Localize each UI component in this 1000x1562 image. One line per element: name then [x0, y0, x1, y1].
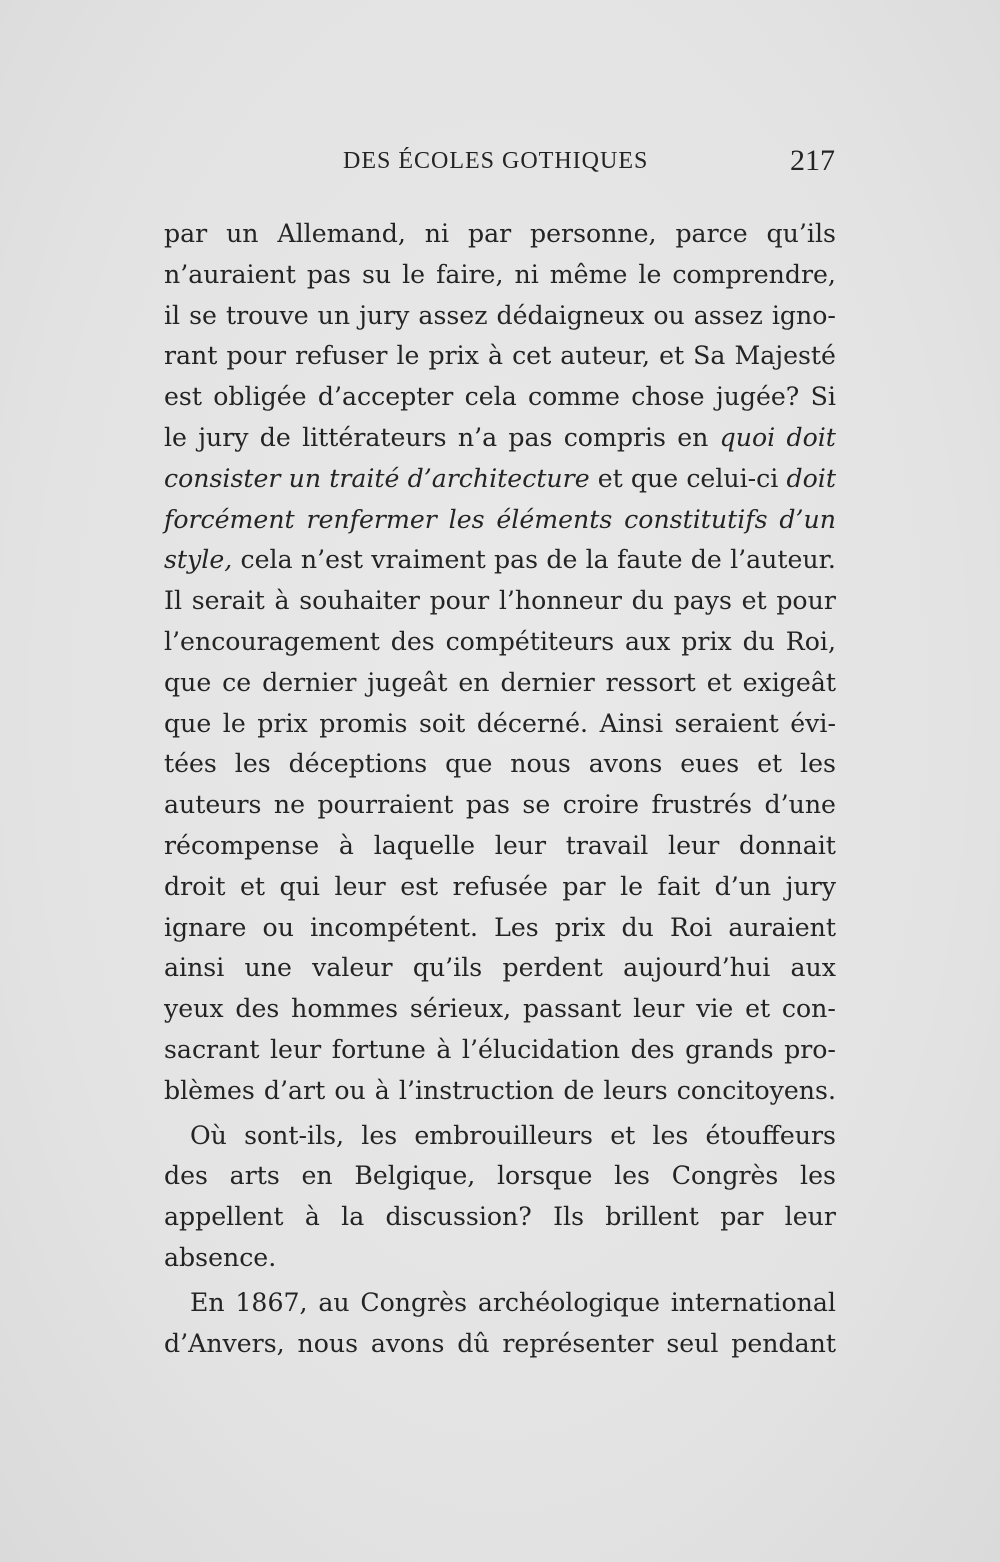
word: les	[800, 1161, 836, 1191]
text-line	[164, 500, 836, 541]
word: Congrès	[671, 1161, 779, 1191]
word: renfermer	[306, 504, 437, 534]
word: l’élucidation	[461, 1034, 621, 1064]
word: droit	[164, 871, 226, 901]
word: ni	[424, 219, 450, 248]
word: à	[304, 1202, 320, 1232]
word: même	[549, 259, 628, 289]
text-line	[164, 785, 836, 826]
word: parce	[675, 219, 748, 248]
word: vraiment	[371, 545, 486, 575]
word: est	[400, 871, 439, 901]
word: d’art	[263, 1075, 326, 1105]
word: forcément	[164, 504, 295, 534]
word: consister	[164, 463, 281, 493]
word: yeux	[164, 994, 224, 1024]
word: vie	[696, 994, 734, 1024]
word: jury	[785, 871, 836, 901]
word: discussion?	[385, 1202, 532, 1232]
word: le	[402, 259, 426, 289]
word: laquelle	[373, 830, 476, 860]
word: leur	[334, 871, 386, 901]
word: jugée?	[715, 382, 800, 412]
text-line	[164, 1156, 836, 1197]
word: nous	[510, 749, 571, 779]
word: tées	[164, 749, 217, 779]
word: n’a	[457, 422, 498, 452]
word: de	[690, 545, 722, 575]
text-line	[164, 704, 836, 745]
word: le	[620, 871, 644, 901]
word: comme	[528, 382, 620, 412]
word: avons	[588, 749, 663, 779]
word: et	[240, 871, 266, 901]
word: pas	[465, 790, 510, 820]
word: prix	[554, 912, 606, 942]
text-line	[164, 622, 836, 663]
word: soit	[419, 708, 466, 738]
word: seul	[666, 1328, 719, 1358]
word: Ils	[553, 1202, 584, 1232]
text-line	[164, 1116, 836, 1157]
word: dernier	[262, 667, 357, 697]
word: assez	[693, 300, 763, 330]
text-line	[164, 744, 836, 785]
word: des	[630, 1034, 675, 1064]
text-line	[164, 908, 836, 949]
text-line	[164, 214, 836, 255]
word: style,	[164, 545, 233, 575]
text-line	[164, 867, 836, 908]
word: dernier	[500, 667, 595, 697]
text-line	[164, 1030, 836, 1071]
word: jury	[359, 300, 410, 330]
text-line	[164, 826, 836, 867]
word: serait	[191, 586, 265, 616]
word: récompense	[164, 830, 320, 860]
word: fortune	[331, 1034, 426, 1064]
word: une	[244, 953, 292, 983]
paragraph	[164, 1283, 836, 1365]
word: refusée	[452, 871, 548, 901]
word: et	[597, 463, 623, 493]
word: le	[396, 341, 420, 371]
word: Congrès	[360, 1287, 468, 1317]
word: sacrant	[164, 1034, 260, 1064]
word: il	[164, 300, 181, 330]
word: su	[361, 259, 392, 289]
word: les	[652, 1120, 689, 1150]
word: passant	[522, 994, 622, 1024]
word: compris	[563, 422, 666, 452]
word: par	[467, 219, 512, 248]
word: auteurs	[164, 790, 262, 820]
word: à	[436, 1034, 452, 1064]
word: les	[361, 1120, 398, 1150]
word: de	[546, 545, 578, 575]
word: leurs	[603, 1075, 668, 1105]
word: cet	[512, 341, 552, 371]
word: la	[585, 545, 609, 575]
word: cela	[464, 382, 517, 412]
word: pas	[508, 422, 553, 452]
word: Roi,	[785, 626, 836, 656]
word: Où	[190, 1120, 227, 1150]
word: ainsi	[164, 953, 225, 983]
word: des	[164, 1161, 208, 1191]
word: des	[390, 626, 435, 656]
text-line	[164, 948, 836, 989]
word: et	[745, 994, 771, 1024]
word: Ainsi	[599, 708, 664, 738]
word: compétiteurs	[445, 626, 615, 656]
word: prix	[257, 708, 308, 738]
word: sont-ils,	[244, 1120, 345, 1150]
word: l’encouragement	[164, 626, 380, 656]
paragraph	[164, 214, 836, 1112]
word: avons	[370, 1328, 445, 1358]
word: faire,	[436, 259, 504, 289]
word: celui-ci	[686, 463, 779, 493]
word: que	[164, 708, 212, 738]
word: aux	[790, 953, 836, 983]
word: exigeât	[742, 667, 836, 697]
word: absence.	[164, 1242, 277, 1272]
word: est	[164, 382, 202, 412]
word: donnait	[738, 830, 836, 860]
word: doit	[786, 422, 836, 452]
word: étouffeurs	[705, 1120, 836, 1150]
word: ce	[222, 667, 252, 697]
word: les	[614, 1161, 650, 1191]
word: croire	[562, 790, 640, 820]
word: seraient	[674, 708, 779, 738]
word: embrouilleurs	[414, 1120, 593, 1150]
word: un	[226, 219, 259, 248]
word: du	[631, 586, 664, 616]
word: se	[522, 790, 551, 820]
word: le	[638, 259, 662, 289]
word: Roi	[670, 912, 713, 942]
word: ne	[273, 790, 306, 820]
page-header	[0, 144, 1000, 188]
word: que	[164, 667, 212, 697]
word: le	[164, 422, 187, 452]
word: qu’ils	[412, 953, 483, 983]
text-line	[164, 1283, 836, 1324]
word: d’architecture	[407, 463, 590, 493]
word: fait	[657, 871, 701, 901]
word: dédaigneux	[496, 300, 645, 330]
word: valeur	[312, 953, 393, 983]
word: 1867,	[235, 1287, 308, 1317]
word: en	[301, 1161, 333, 1191]
text-line	[164, 377, 836, 418]
word: dû	[457, 1328, 490, 1358]
word: personne,	[530, 219, 657, 248]
word: ni	[514, 259, 539, 289]
word: par	[562, 871, 606, 901]
word: En	[190, 1287, 225, 1317]
word: les	[800, 749, 836, 779]
word: déceptions	[288, 749, 428, 779]
text-line	[164, 459, 836, 500]
word: jury	[198, 422, 249, 452]
text-line	[164, 1324, 836, 1365]
word: par	[720, 1202, 764, 1232]
word: concitoyens.	[676, 1075, 836, 1105]
word: Il	[164, 586, 183, 616]
word: représenter	[502, 1328, 654, 1358]
word: par	[164, 219, 208, 248]
word: d’Anvers,	[164, 1328, 285, 1358]
text-line	[164, 1071, 836, 1112]
word: et	[706, 667, 732, 697]
word: perdent	[502, 953, 603, 983]
word: rant	[164, 341, 218, 371]
word: pendant	[731, 1328, 836, 1358]
word: faute	[616, 545, 683, 575]
word: pour	[226, 341, 287, 371]
word: nous	[297, 1328, 359, 1358]
word: Majesté	[734, 341, 836, 371]
word: les	[234, 749, 271, 779]
word: un	[288, 463, 322, 493]
word: jugeât	[367, 667, 448, 697]
word: le	[222, 708, 246, 738]
word: promis	[319, 708, 408, 738]
word: l’honneur	[498, 586, 622, 616]
word: n’auraient	[164, 259, 296, 289]
word: des	[235, 994, 280, 1024]
word: en	[677, 422, 709, 452]
word: n’est	[300, 545, 364, 575]
word: aux	[624, 626, 671, 656]
word: pro-	[784, 1034, 836, 1064]
text-line	[164, 255, 836, 296]
word: con-	[781, 994, 836, 1024]
word: quoi	[719, 422, 776, 452]
word: à	[274, 586, 290, 616]
word: auraient	[728, 912, 836, 942]
word: Si	[810, 382, 836, 412]
word: auteur,	[560, 341, 651, 371]
word: et	[757, 749, 783, 779]
word: se	[189, 300, 217, 330]
word: ou	[262, 912, 294, 942]
word: traité	[329, 463, 400, 493]
word: constitutifs	[624, 504, 768, 534]
text-line	[164, 336, 836, 377]
word: ignare	[164, 912, 247, 942]
word: évi-	[790, 708, 836, 738]
word: comprendre,	[672, 259, 836, 289]
word: archéologique	[477, 1287, 660, 1317]
word: qui	[279, 871, 320, 901]
word: à	[374, 1075, 390, 1105]
text-line	[164, 1197, 836, 1238]
word: pas	[306, 259, 351, 289]
word: chose	[631, 382, 705, 412]
word: leur	[668, 830, 720, 860]
text-line	[164, 581, 836, 622]
word: ou	[334, 1075, 366, 1105]
word: Belgique,	[354, 1161, 476, 1191]
word: et	[741, 586, 767, 616]
text-line	[164, 663, 836, 704]
word: ressort	[605, 667, 696, 697]
word: frustrés	[651, 790, 753, 820]
word: décerné.	[476, 708, 589, 738]
word: international	[670, 1287, 836, 1317]
word: à	[487, 341, 504, 371]
word: que	[445, 749, 493, 779]
word: de	[563, 1075, 595, 1105]
word: du	[742, 626, 775, 656]
word: leur	[494, 830, 546, 860]
word: hommes	[291, 994, 399, 1024]
word: l’auteur.	[730, 545, 836, 575]
word: la	[341, 1202, 365, 1232]
word: et	[610, 1120, 636, 1150]
word: que	[630, 463, 679, 493]
word: pays	[673, 586, 732, 616]
text-line	[164, 540, 836, 581]
word: trouve	[225, 300, 309, 330]
word: prix	[681, 626, 732, 656]
word: blèmes	[164, 1075, 255, 1105]
word: igno-	[771, 300, 836, 330]
word: pour	[776, 586, 836, 616]
text-line	[164, 1238, 836, 1279]
word: de	[259, 422, 291, 452]
word: les	[448, 504, 485, 534]
word: incompétent.	[310, 912, 478, 942]
word: d’un	[714, 871, 772, 901]
word: grands	[685, 1034, 774, 1064]
word: eues	[680, 749, 740, 779]
word: cela	[240, 545, 293, 575]
word: Allemand,	[277, 219, 406, 248]
word: brillent	[605, 1202, 699, 1232]
word: d’accepter	[317, 382, 454, 412]
word: pas	[494, 545, 539, 575]
page-number: 217	[790, 144, 835, 177]
word: obligée	[213, 382, 307, 412]
word: en	[458, 667, 490, 697]
word: ou	[653, 300, 685, 330]
word: Les	[494, 912, 539, 942]
word: refuser	[295, 341, 388, 371]
word: travail	[565, 830, 649, 860]
paragraph	[164, 1116, 836, 1279]
word: appellent	[164, 1202, 284, 1232]
word: leur	[633, 994, 685, 1024]
running-title: DES ÉCOLES GOTHIQUES	[343, 148, 649, 174]
word: qu’ils	[766, 219, 836, 248]
word: pour	[429, 586, 490, 616]
word: assez	[418, 300, 488, 330]
word: au	[318, 1287, 350, 1317]
word: prix	[428, 341, 479, 371]
word: un	[317, 300, 351, 330]
text-line	[164, 418, 836, 459]
word: pourraient	[317, 790, 454, 820]
word: d’un	[779, 504, 836, 534]
word: leur	[270, 1034, 322, 1064]
text-line	[164, 989, 836, 1030]
word: lorsque	[496, 1161, 593, 1191]
word: arts	[229, 1161, 280, 1191]
word: littérateurs	[302, 422, 447, 452]
word: éléments	[496, 504, 613, 534]
word: aujourd’hui	[623, 953, 771, 983]
body-text	[164, 214, 836, 1364]
word: à	[338, 830, 354, 860]
word: souhaiter	[299, 586, 420, 616]
word: et	[659, 341, 685, 371]
word: doit	[786, 463, 836, 493]
word: leur	[784, 1202, 836, 1232]
text-line	[164, 296, 836, 337]
word: du	[621, 912, 654, 942]
word: d’une	[764, 790, 836, 820]
word: sérieux,	[409, 994, 512, 1024]
word: l’instruction	[398, 1075, 555, 1105]
word: Sa	[693, 341, 726, 371]
